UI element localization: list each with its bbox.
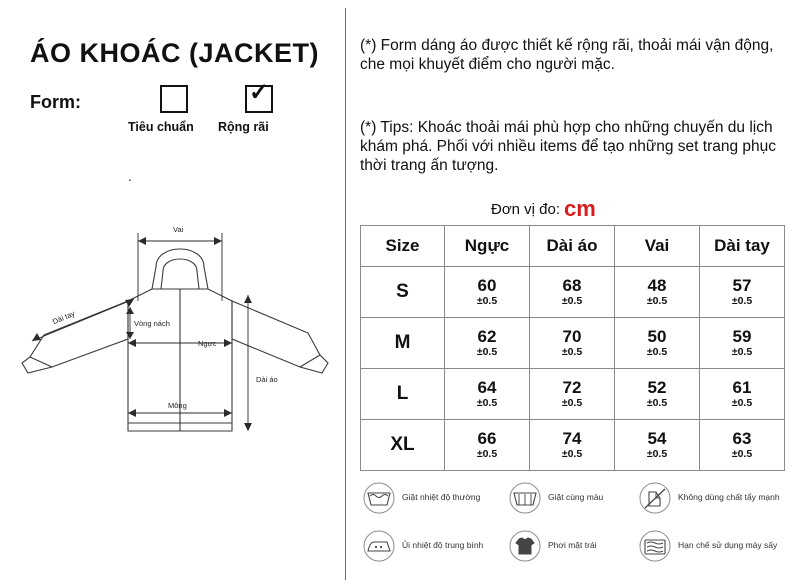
- cell-dai-ao: 72 ±0.5: [530, 369, 615, 420]
- no-bleach-icon: [636, 482, 674, 514]
- cell-size: L: [361, 369, 445, 420]
- dot-mark: .: [128, 168, 132, 184]
- right-panel: [346, 0, 795, 588]
- table-row: [361, 267, 785, 318]
- table-row: [361, 318, 785, 369]
- cell-dai-ao: 68 ±0.5: [530, 267, 615, 318]
- check-mark-icon: ✓: [249, 79, 270, 106]
- jacket-diagram: [8, 215, 338, 475]
- form-label: Form:: [30, 92, 81, 112]
- diagram-label-vong-nach: Vòng nách: [134, 319, 170, 328]
- diagram-label-dai-tay: Dài tay: [51, 308, 77, 327]
- checkbox-label-tieu-chuan: Tiêu chuẩn: [128, 120, 194, 134]
- cell-dai-tay: 61 ±0.5: [700, 369, 785, 420]
- table-header-nguc: Ngực: [445, 226, 530, 267]
- table-header-row: [361, 226, 785, 267]
- diagram-label-mong: Mông: [168, 401, 187, 410]
- cell-nguc: 60 ±0.5: [445, 267, 530, 318]
- care-instructions: Giặt nhiệt độ thường Giặt cùng màu Không dùng chất tẩy mạnh Ủi nhiệt độ trung bình Phơi mặt trái Hạn chế sử dụng máy sấy: [360, 482, 784, 578]
- checkbox-tieu-chuan[interactable]: [160, 85, 188, 113]
- cell-vai: 54 ±0.5: [615, 420, 700, 471]
- cell-vai: 50 ±0.5: [615, 318, 700, 369]
- note-tips: (*) Tips: Khoác thoải mái phù hợp cho những chuyến du lịch khám phá. Phối với nhiều items để tạo những set trang phục thời trang ấn tượng.: [360, 119, 777, 174]
- table-header-dai-tay: Dài tay: [700, 226, 785, 267]
- wash-normal-temp-icon: [360, 482, 398, 514]
- diagram-label-dai-ao: Dài áo: [256, 375, 278, 384]
- page-title: ÁO KHOÁC (JACKET): [30, 38, 319, 68]
- table-row: [361, 420, 785, 471]
- left-panel: [0, 0, 345, 588]
- form-selection-row: [30, 79, 330, 142]
- table-header-size: Size: [361, 226, 445, 267]
- cell-dai-tay: 59 ±0.5: [700, 318, 785, 369]
- note-form-description: (*) Form dáng áo được thiết kế rộng rãi, thoải mái vận động, che mọi khuyết điểm cho người mặc.: [360, 37, 774, 73]
- cell-vai: 52 ±0.5: [615, 369, 700, 420]
- size-table: [360, 225, 785, 471]
- table-header-dai-ao: Dài áo: [530, 226, 615, 267]
- dry-inside-out-icon: [506, 530, 544, 562]
- cell-nguc: 66 ±0.5: [445, 420, 530, 471]
- wash-same-color-icon: [506, 482, 544, 514]
- cell-dai-ao: 70 ±0.5: [530, 318, 615, 369]
- cell-vai: 48 ±0.5: [615, 267, 700, 318]
- cell-dai-tay: 57 ±0.5: [700, 267, 785, 318]
- cell-size: S: [361, 267, 445, 318]
- diagram-label-nguc: Ngực: [198, 339, 217, 348]
- table-header-vai: Vai: [615, 226, 700, 267]
- unit-value: cm: [564, 196, 596, 221]
- jacket-drawing-svg: [8, 215, 338, 475]
- cell-dai-tay: 63 ±0.5: [700, 420, 785, 471]
- cell-size: XL: [361, 420, 445, 471]
- unit-of-measure: [491, 196, 596, 222]
- cell-nguc: 64 ±0.5: [445, 369, 530, 420]
- cell-nguc: 62 ±0.5: [445, 318, 530, 369]
- limit-tumble-dry-icon: [636, 530, 674, 562]
- cell-size: M: [361, 318, 445, 369]
- iron-medium-temp-icon: [360, 530, 398, 562]
- checkbox-label-rong-rai: Rộng rãi: [218, 120, 269, 134]
- diagram-label-vai: Vai: [173, 225, 184, 234]
- checkbox-rong-rai[interactable]: [245, 79, 273, 113]
- cell-dai-ao: 74 ±0.5: [530, 420, 615, 471]
- unit-label: Đơn vị đo:: [491, 201, 561, 218]
- table-row: [361, 369, 785, 420]
